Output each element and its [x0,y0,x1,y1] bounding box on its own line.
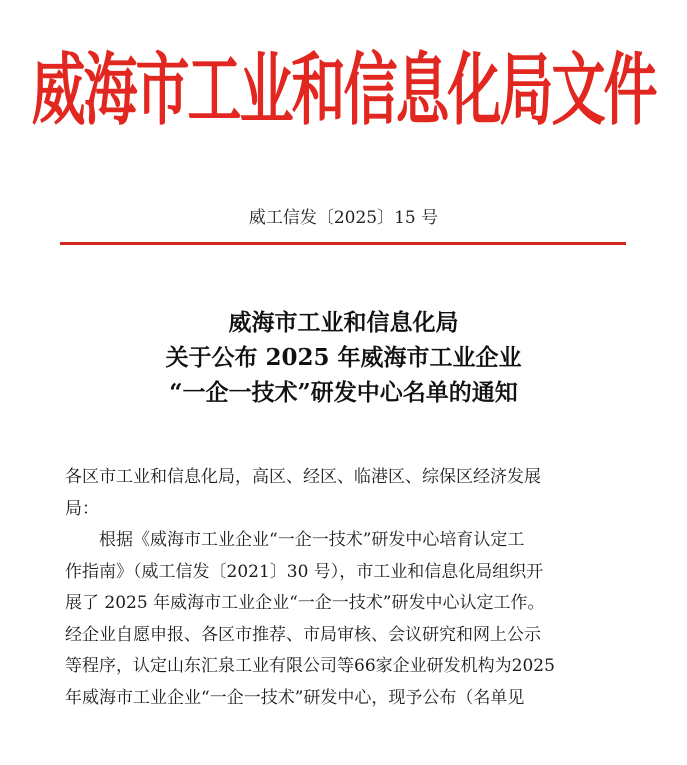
addressee-line-1: 各区市工业和信息化局，高区、经区、临港区、综保区经济发展 [65,467,541,487]
title-line-1: 威海市工业和信息化局 [228,309,459,336]
red-divider-line [60,242,626,245]
title-line-3: “一企一技术”研发中心名单的通知 [169,379,518,406]
paragraph-line: 经企业自愿申报、各区市推荐、市局审核、会议研究和网上公示 [65,624,541,645]
paragraph-line: 等程序，认定山东汇泉工业有限公司等66家企业研发机构为2025 [65,656,555,676]
paragraph-line: 根据《威海市工业企业“一企一技术”研发中心培育认定工 [99,530,525,550]
masthead-title: 威海市工业和信息化局文件 [31,42,656,136]
paragraph-line: 年威海市工业企业“一企一技术”研发中心，现予公布（名单见 [65,687,525,708]
notice-title [0,305,687,410]
masthead [0,40,687,170]
notice-body [65,462,627,714]
document-number: 威工信发〔2025〕15 号 [248,208,439,228]
paragraph-line: 作指南》（威工信发〔2021〕30 号），市工业和信息化局组织开 [65,561,544,582]
title-line-2: 关于公布 2025 年威海市工业企业 [165,344,522,371]
addressee-line-2: 局： [65,498,99,519]
paragraph-line: 展了 2025 年威海市工业企业“一企一技术”研发中心认定工作。 [65,593,545,613]
